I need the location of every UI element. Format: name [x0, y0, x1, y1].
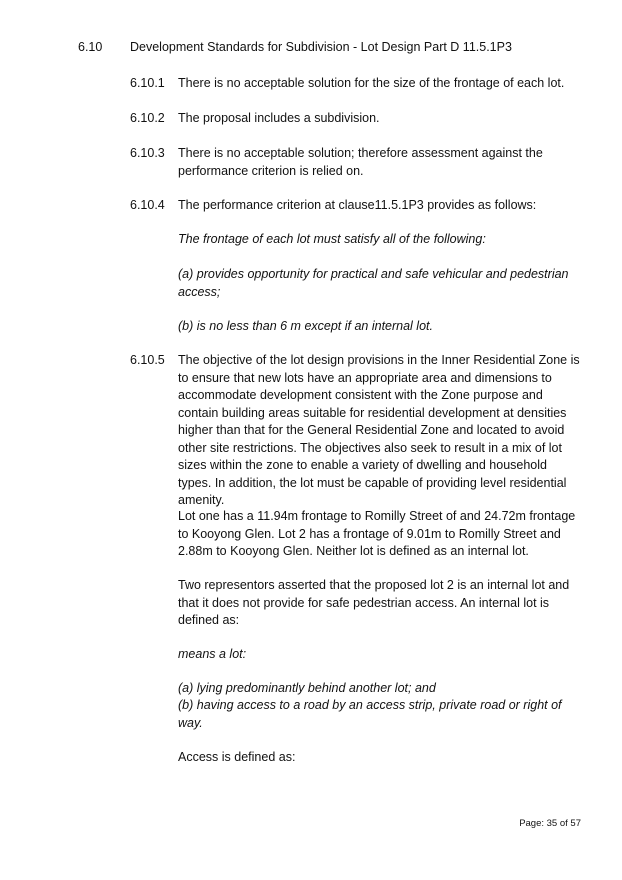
definition-intro: means a lot:: [178, 647, 247, 661]
page-number: Page: 35 of 57: [519, 818, 581, 829]
section-number: 6.10: [78, 40, 103, 54]
definition-item-a: (a) lying predominantly behind another lot; and: [178, 681, 436, 695]
clause-number: 6.10.4: [130, 198, 165, 212]
criterion-item-a: (a) provides opportunity for practical and safe vehicular and pedestrian access;: [178, 267, 569, 299]
clause-number: 6.10.1: [130, 76, 165, 90]
clause-number: 6.10.3: [130, 146, 165, 160]
clause-number: 6.10.5: [130, 353, 165, 367]
access-definition-intro: Access is defined as:: [178, 750, 296, 764]
clause-text: The proposal includes a subdivision.: [178, 111, 380, 125]
clause-text: The objective of the lot design provisions in the Inner Residential Zone is to ensure that new lots have an appropriate area and dimensions to accommodate development consistent with the Zone purpose and contain building areas suitable for residential development at densities higher than that for the General Residential Zone and located to avoid other site restrictions. The objectives also seek to result in a mix of lot sizes within the zone to enable a variety of dwelling and household types. In addition, the lot must be capable of providing level residential amenity.: [178, 353, 580, 507]
clause-text: The performance criterion at clause11.5.1P3 provides as follows:: [178, 198, 537, 212]
clause-text: There is no acceptable solution; therefore assessment against the performance criterion is relied on.: [178, 146, 543, 178]
lot-frontage-paragraph: Lot one has a 11.94m frontage to Romilly Street of and 24.72m frontage to Kooyong Glen. Lot 2 has a frontage of 9.01m to Romilly Street and 2.88m to Kooyong Glen. Neither lot is defined as an internal lot.: [178, 509, 576, 558]
section-heading: [0, 39, 622, 57]
definition-item-b: (b) having access to a road by an access strip, private road or right of way.: [178, 698, 562, 730]
clause-number: 6.10.2: [130, 111, 165, 125]
representors-paragraph: Two representors asserted that the proposed lot 2 is an internal lot and that it does not provide for safe pedestrian access. An internal lot is defined as:: [178, 578, 570, 627]
criterion-intro: The frontage of each lot must satisfy all of the following:: [178, 232, 486, 246]
clause-text: There is no acceptable solution for the size of the frontage of each lot.: [178, 76, 565, 90]
criterion-item-b: (b) is no less than 6 m except if an internal lot.: [178, 319, 433, 333]
section-title: Development Standards for Subdivision - Lot Design Part D 11.5.1P3: [130, 40, 512, 54]
